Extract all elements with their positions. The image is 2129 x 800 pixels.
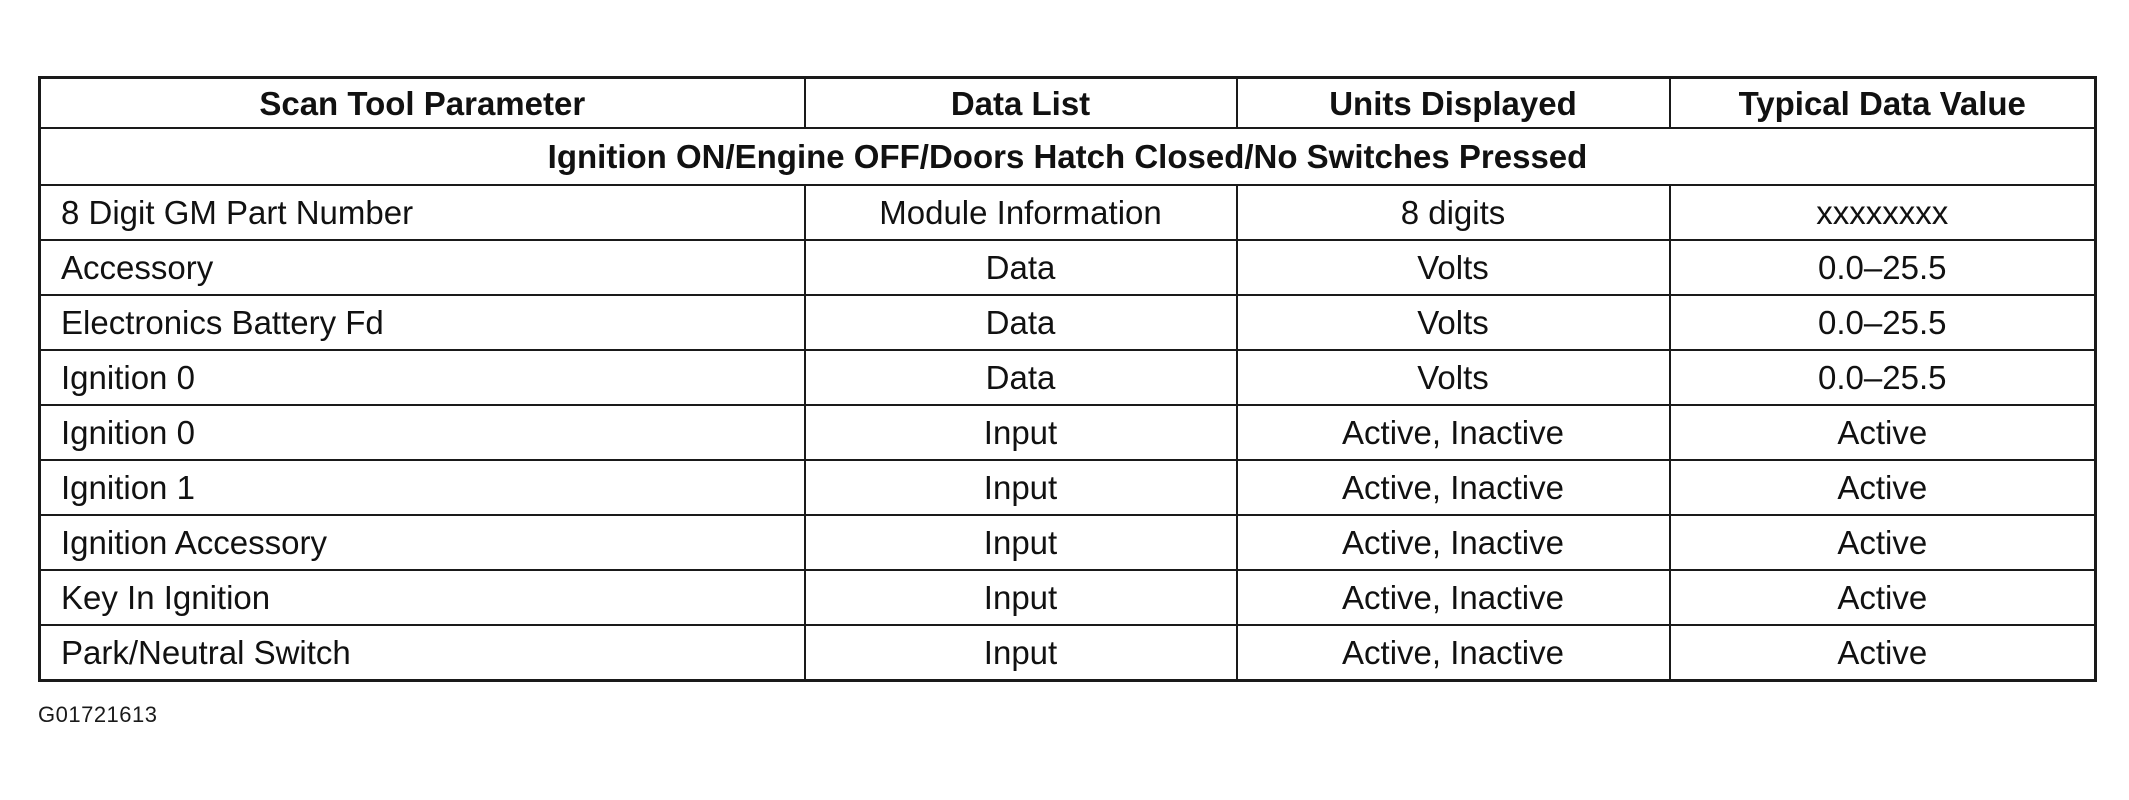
cell-data-list: Module Information [805, 185, 1237, 240]
cell-typical-value: 0.0–25.5 [1670, 240, 2096, 295]
cell-data-list: Input [805, 570, 1237, 625]
cell-parameter: Ignition 0 [40, 405, 805, 460]
cell-typical-value: Active [1670, 460, 2096, 515]
cell-typical-value: 0.0–25.5 [1670, 350, 2096, 405]
cell-typical-value: Active [1670, 570, 2096, 625]
table-row [40, 625, 2096, 681]
section-title: Ignition ON/Engine OFF/Doors Hatch Closed/No Switches Pressed [40, 128, 2096, 185]
header-typical-data-value: Typical Data Value [1670, 78, 2096, 129]
header-units-displayed: Units Displayed [1237, 78, 1670, 129]
cell-data-list: Data [805, 350, 1237, 405]
cell-data-list: Data [805, 295, 1237, 350]
cell-units: Active, Inactive [1237, 625, 1670, 681]
cell-typical-value: Active [1670, 625, 2096, 681]
cell-parameter: Key In Ignition [40, 570, 805, 625]
scan-tool-data-table [38, 76, 2097, 682]
cell-data-list: Data [805, 240, 1237, 295]
table-header-row [40, 78, 2096, 129]
cell-parameter: Ignition 1 [40, 460, 805, 515]
table-row [40, 240, 2096, 295]
cell-parameter: Accessory [40, 240, 805, 295]
cell-units: Active, Inactive [1237, 460, 1670, 515]
cell-data-list: Input [805, 405, 1237, 460]
cell-data-list: Input [805, 515, 1237, 570]
cell-units: Active, Inactive [1237, 570, 1670, 625]
table-row [40, 185, 2096, 240]
cell-units: Volts [1237, 295, 1670, 350]
section-row [40, 128, 2096, 185]
cell-parameter: 8 Digit GM Part Number [40, 185, 805, 240]
cell-units: Active, Inactive [1237, 405, 1670, 460]
cell-typical-value: 0.0–25.5 [1670, 295, 2096, 350]
cell-units: 8 digits [1237, 185, 1670, 240]
cell-units: Volts [1237, 240, 1670, 295]
header-scan-tool-parameter: Scan Tool Parameter [40, 78, 805, 129]
table-row [40, 295, 2096, 350]
cell-units: Volts [1237, 350, 1670, 405]
table-row [40, 405, 2096, 460]
cell-typical-value: xxxxxxxx [1670, 185, 2096, 240]
table-row [40, 350, 2096, 405]
cell-typical-value: Active [1670, 515, 2096, 570]
cell-data-list: Input [805, 625, 1237, 681]
cell-parameter: Ignition 0 [40, 350, 805, 405]
cell-parameter: Ignition Accessory [40, 515, 805, 570]
cell-parameter: Electronics Battery Fd [40, 295, 805, 350]
cell-typical-value: Active [1670, 405, 2096, 460]
table-row [40, 570, 2096, 625]
table-row [40, 460, 2096, 515]
cell-parameter: Park/Neutral Switch [40, 625, 805, 681]
header-data-list: Data List [805, 78, 1237, 129]
figure-id: G01721613 [38, 702, 158, 727]
cell-units: Active, Inactive [1237, 515, 1670, 570]
table-row [40, 515, 2096, 570]
cell-data-list: Input [805, 460, 1237, 515]
